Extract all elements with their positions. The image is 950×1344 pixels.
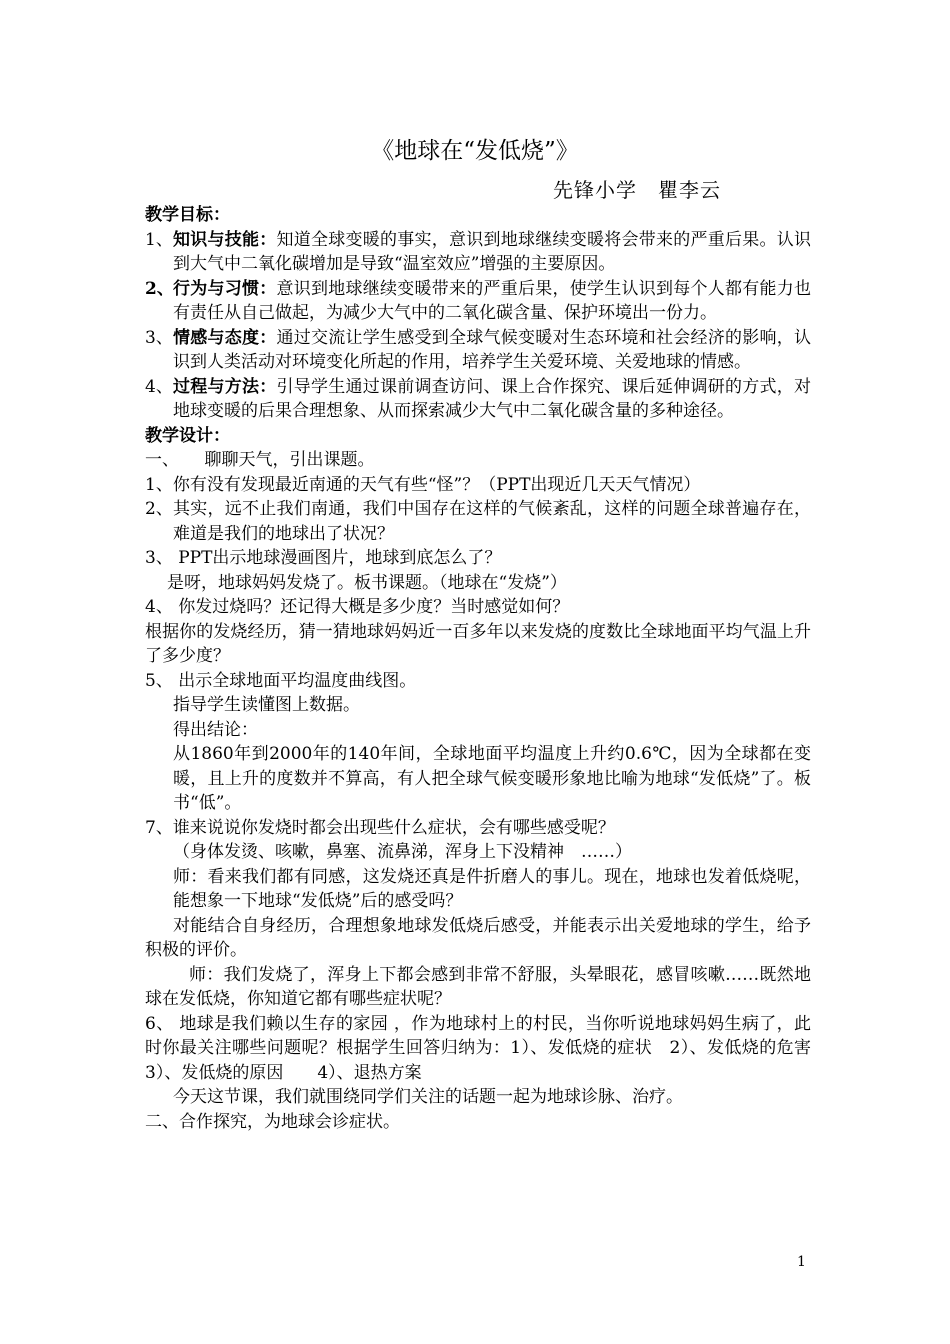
goal-text: 引导学生通过课前调查访问、课上合作探究、课后延伸调研的方式，对地球变暖的后果合理想象、从而探索减少大气中二氧化碳含量的多种途径。 [173, 376, 811, 421]
paragraph: 得出结论： [173, 719, 258, 740]
goal-label: 行为与习惯： [173, 278, 277, 299]
goal-text: 通过交流让学生感受到全球气候变暖对生态环境和社会经济的影响，认识到人类活动对环境变化所起的作用，培养学生关爱环境、关爱地球的情感。 [173, 327, 811, 372]
paragraph: 师：我们发烧了，浑身上下都会感到非常不舒服，头晕眼花，感冒咳嗽……既然地球在发低烧，你知道它都有哪些症状呢？ [145, 964, 811, 1009]
goal-item [145, 326, 811, 375]
goal-label: 过程与方法： [173, 376, 277, 397]
paragraph: 今天这节课，我们就围绕同学们关注的话题一起为地球诊脉、治疗。 [173, 1087, 683, 1107]
goal-label: 情感与态度： [173, 327, 277, 348]
goal-text: 知道全球变暖的事实，意识到地球继续变暖将会带来的严重后果。认识到大气中二氧化碳增加是导致“温室效应”增强的主要原因。 [173, 229, 811, 274]
document-title: 《地球在“发低烧”》 [371, 138, 579, 164]
goal-number: 3、 [145, 327, 173, 348]
author-line: 先锋小学 瞿李云 [553, 178, 721, 202]
paragraph: 1、你有没有发现最近南通的天气有些“怪”？（PPT出现近几天天气情况） [145, 474, 701, 495]
goal-number: 1、 [145, 229, 173, 250]
goal-label: 知识与技能： [173, 229, 277, 250]
goal-item [145, 228, 811, 277]
paragraph: （身体发烫、咳嗽，鼻塞、流鼻涕，浑身上下没精神 ……） [173, 842, 632, 862]
paragraph: 指导学生读懂图上数据。 [173, 695, 360, 715]
item-text: 其实，远不止我们南通，我们中国存在这样的气候紊乱，这样的问题全球普遍存在，难道是我们的地球出了状况？ [173, 499, 811, 544]
goal-number: 2、 [145, 278, 174, 299]
paragraph: 师：看来我们都有同感，这发烧还真是件折磨人的事儿。现在，地球也发着低烧呢，能想象一下地球“发低烧”后的感受吗？ [173, 866, 811, 911]
paragraph: 4、 你发过烧吗？还记得大概是多少度？当时感觉如何？ [145, 597, 570, 617]
paragraph: 5、 出示全球地面平均温度曲线图。 [145, 670, 417, 691]
design-heading: 教学设计： [145, 425, 230, 446]
section-heading: 一、 聊聊天气，引出课题。 [145, 450, 375, 470]
goal-item [145, 277, 811, 326]
paragraph: 从1860年到2000年的140年间，全球地面平均温度上升约0.6℃，因为全球都在变暖，且上升的度数并不算高，有人把全球气候变暖形象地比喻为地球“发低烧”了。板书“低”。 [173, 744, 811, 813]
goals-heading: 教学目标： [145, 205, 230, 225]
paragraph: 是呀，地球妈妈发烧了。板书课题。（地球在“发烧”） [167, 572, 567, 593]
paragraph: 根据你的发烧经历，猜一猜地球妈妈近一百多年以来发烧的度数比全球地面平均气温上升了多少度？ [145, 621, 811, 666]
goal-number: 4、 [145, 376, 173, 397]
paragraph: 7、谁来说说你发烧时都会出现些什么症状，会有哪些感受呢？ [145, 817, 615, 838]
goal-item [145, 375, 811, 424]
section-heading: 二、合作探究，为地球会诊症状。 [145, 1111, 400, 1132]
paragraph: 3、 PPT出示地球漫画图片，地球到底怎么了？ [145, 548, 502, 568]
item-number: 2、 [145, 499, 173, 519]
paragraph: 6、 地球是我们赖以生存的家园 ，作为地球村上的村民，当你听说地球妈妈生病了，此时你最关注哪些问题呢？根据学生回答归纳为：1）、发低烧的症状 2）、发低烧的危害 3）、发低烧的原因 4）、退热方案 [145, 1013, 828, 1083]
document-body [145, 203, 828, 1134]
paragraph: 对能结合自身经历，合理想象地球发低烧后感受，并能表示出关爱地球的学生，给予积极的评价。 [145, 915, 811, 960]
goal-text: 意识到地球继续变暖带来的严重后果，使学生认识到每个人都有能力也有责任从自己做起，为减少大气中的二氧化碳含量、保护环境出一份力。 [173, 278, 811, 323]
list-item [145, 497, 811, 546]
page-number: 1 [797, 1254, 806, 1270]
